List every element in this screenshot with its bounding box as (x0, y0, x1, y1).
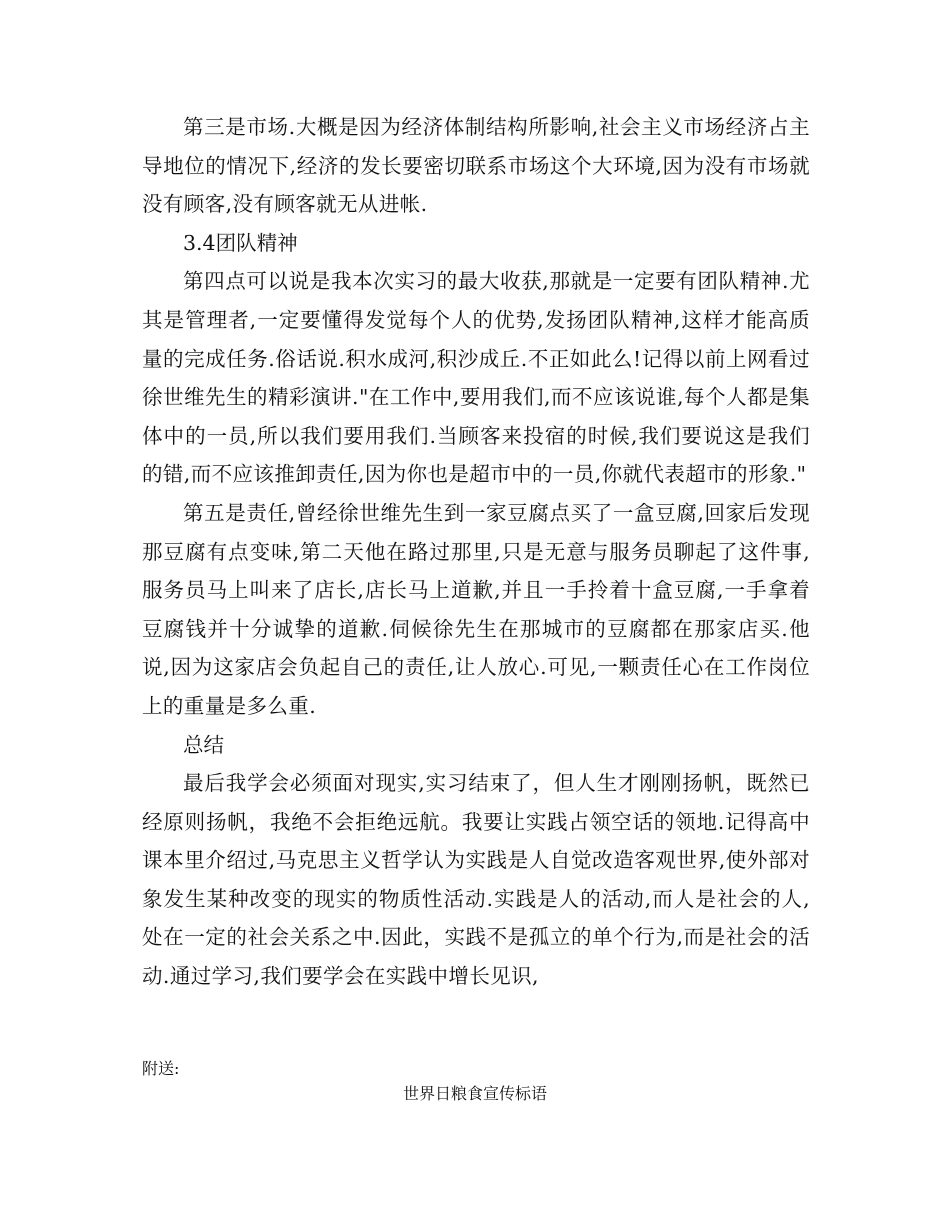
appendix-label: 附送: (142, 1059, 180, 1078)
section-heading-team-spirit: 3.4团队精神 (183, 230, 298, 255)
paragraph-market: 第三是市场.大概是因为经济体制结构所影响,社会主义市场经济占主导地位的情况下,经济的发长要密切联系市场这个大环境,因为没有市场就没有顾客,没有顾客就无从进帐. (142, 115, 810, 217)
paragraph-responsibility: 第五是责任,曾经徐世维先生到一家豆腐点买了一盒豆腐,回家后发现那豆腐有点变味,第二天他在路过那里,只是无意与服务员聊起了这件事,服务员马上叫来了店长,店长马上道歉,并且一手拎着十盒豆腐,一手拿着豆腐钱并十分诚挚的道歉.伺候徐先生在那城市的豆腐都在那家店买.他说,因为这家店会负起自己的责任,让人放心.可见,一颗责任心在工作岗位上的重量是多么重. (142, 500, 810, 718)
paragraph-team-spirit: 第四点可以说是我本次实习的最大收获,那就是一定要有团队精神.尤其是管理者,一定要懂得发觉每个人的优势,发扬团队精神,这样才能高质量的完成任务.俗话说.积水成河,积沙成丘.不正如此么!记得以前上网看过徐世维先生的精彩演讲."在工作中,要用我们,而不应该说谁,每个人都是集体中的一员,所以我们要用我们.当顾客来投宿的时候,我们要说这是我们的错,而不应该推卸责任,因为你也是超市中的一员,你就代表超市的形象." (142, 269, 810, 487)
section-heading-summary: 总结 (183, 732, 224, 757)
appendix-title: 世界日粮食宣传标语 (402, 1084, 547, 1103)
document-body (142, 108, 810, 996)
paragraph-summary: 最后我学会必须面对现实,实习结束了，但人生才刚刚扬帆，既然已经原则扬帆，我绝不会拒绝远航。我要让实践占领空话的领地.记得高中课本里介绍过,马克思主义哲学认为实践是人自觉改造客观世界,使外部对象发生某种改变的现实的物质性活动.实践是人的活动,而人是社会的人,处在一定的社会关系之中.因此，实践不是孤立的单个行为,而是社会的活动.通过学习,我们要学会在实践中增长见识, (142, 771, 810, 989)
